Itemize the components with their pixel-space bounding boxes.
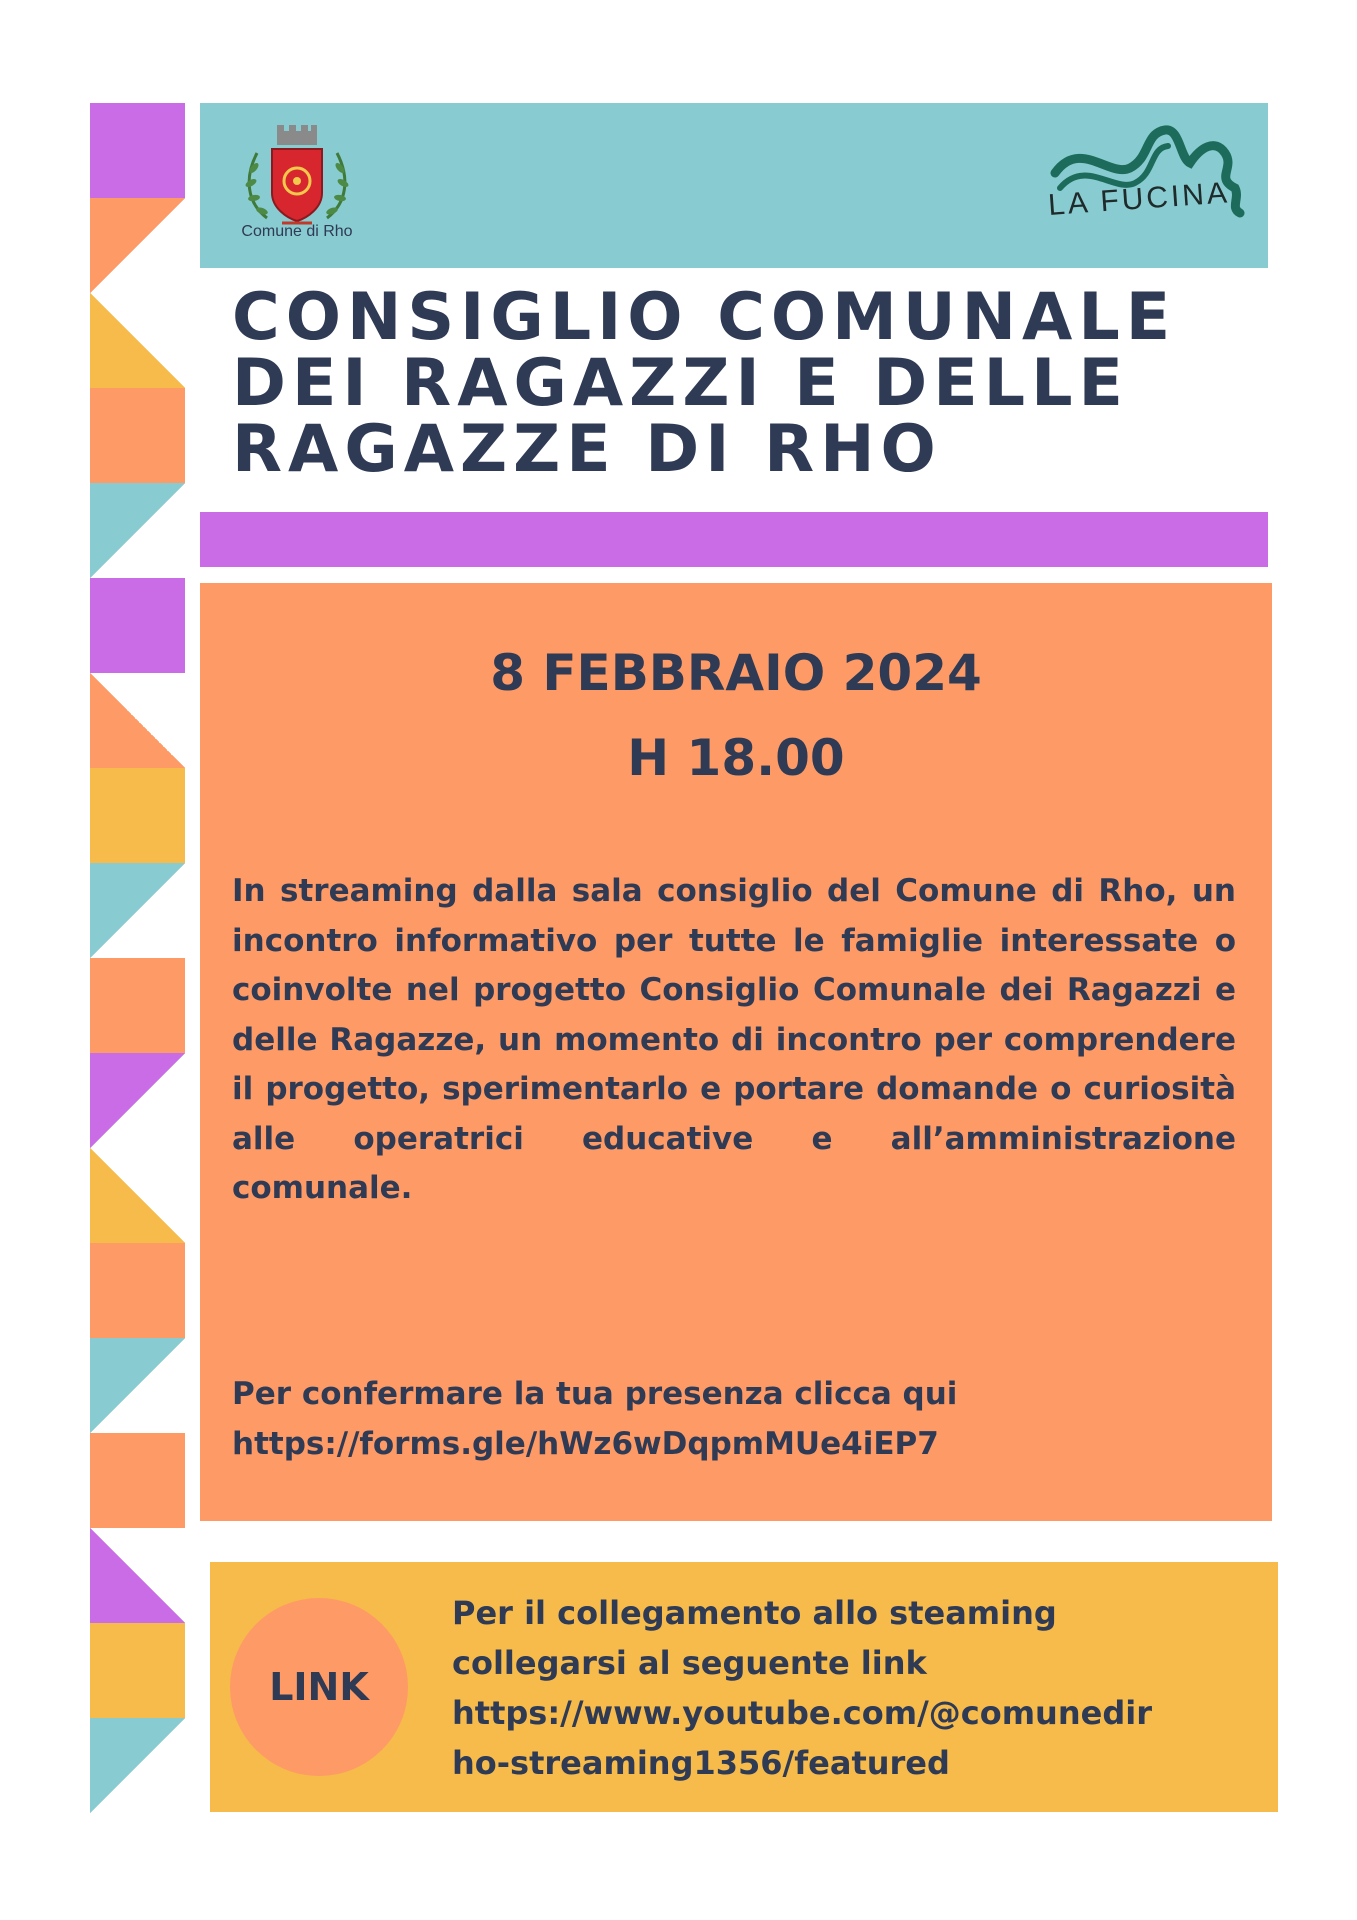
strip-triangle	[90, 673, 185, 768]
streaming-text-line: collegarsi al seguente link	[452, 1644, 927, 1682]
strip-triangle	[90, 1053, 185, 1148]
link-badge-label: LINK	[269, 1665, 369, 1709]
strip-square	[90, 1623, 185, 1718]
strip-triangle	[90, 198, 185, 293]
strip-triangle	[90, 1338, 185, 1433]
strip-triangle	[90, 1528, 185, 1623]
strip-square	[90, 768, 185, 863]
la-fucina-wordmark: LA FUCINA	[1047, 176, 1231, 222]
event-description: In streaming dalla sala consiglio del Comune di Rho, un incontro informativo per tutte le famiglie interessate o coinvolte nel progetto Consiglio Comunale dei Ragazzi e delle Ragazze, un momento di incontro per comprendere il progetto, sperimentarlo e portare domande o curiosità alle operatrici educative e all’amministrazione comunale.	[232, 873, 1236, 1206]
page-title	[232, 280, 1252, 487]
municipality-name: Comune di Rho	[241, 223, 353, 240]
strip-triangle	[90, 863, 185, 958]
divider-bar	[200, 512, 1268, 567]
title-line: RAGAZZE DI RHO	[232, 412, 942, 487]
title-line: DEI RAGAZZI E DELLE	[232, 346, 1129, 421]
strip-triangle	[90, 1148, 185, 1243]
rsvp-text: Per confermare la tua presenza clicca qui	[232, 1376, 958, 1412]
strip-square	[90, 388, 185, 483]
strip-square	[90, 1433, 185, 1528]
streaming-url[interactable]: https://www.youtube.com/@comunedir	[452, 1694, 1152, 1732]
strip-square	[90, 103, 185, 198]
title-line: CONSIGLIO COMUNALE	[232, 280, 1177, 355]
streaming-text-line: Per il collegamento allo steaming	[452, 1594, 1057, 1632]
strip-square	[90, 958, 185, 1053]
event-time: H 18.00	[627, 729, 845, 787]
strip-triangle	[90, 483, 185, 578]
event-date: 8 FEBBRAIO 2024	[490, 644, 982, 702]
streaming-instructions	[452, 1588, 1252, 1788]
rsvp-link[interactable]: https://forms.gle/hWz6wDqpmMUe4iEP7	[232, 1425, 939, 1462]
strip-triangle	[90, 293, 185, 388]
rsvp-block	[232, 1370, 1236, 1469]
strip-square	[90, 1243, 185, 1338]
streaming-url[interactable]: ho-streaming1356/featured	[452, 1744, 950, 1782]
strip-triangle	[90, 1718, 185, 1813]
link-badge	[230, 1598, 408, 1776]
strip-square	[90, 578, 185, 673]
